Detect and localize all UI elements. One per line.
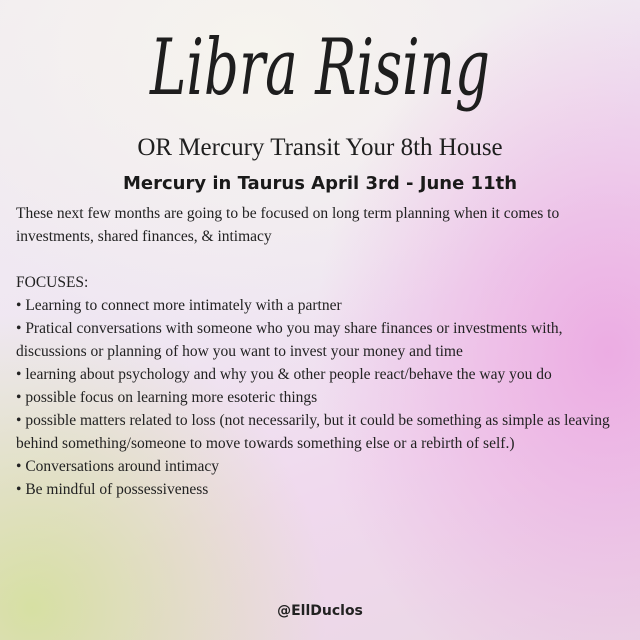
intro-paragraph: These next few months are going to be focused on long term planning when it comes to investments, shared finances, & intimacy [16, 205, 560, 245]
focus-list [16, 294, 628, 501]
focus-item: • possible focus on learning more esoteric things [16, 386, 628, 409]
focuses-heading: FOCUSES: [16, 274, 89, 291]
focus-item: • possible matters related to loss (not necessarily, but it could be something as simple as leaving behind something/someone to move towards something else or a rebirth of self.) [16, 409, 628, 455]
focus-item: • Be mindful of possessiveness [16, 478, 628, 501]
transit-dates: Mercury in Taurus April 3rd - June 11th [122, 173, 518, 194]
title-script [0, 8, 640, 120]
subtitle: OR Mercury Transit Your 8th House [137, 134, 503, 161]
focus-item: • Conversations around intimacy [16, 455, 628, 478]
focus-item: • learning about psychology and why you & other people react/behave the way you do [16, 363, 628, 386]
focus-item: • Pratical conversations with someone who you may share finances or investments with, discussions or planning of how you want to invest your money and time [16, 317, 628, 363]
page-title: Libra Rising [148, 23, 490, 113]
author-handle: @EllDuclos [277, 603, 363, 619]
focus-item: • Learning to connect more intimately with a partner [16, 294, 628, 317]
post-body [16, 202, 628, 501]
